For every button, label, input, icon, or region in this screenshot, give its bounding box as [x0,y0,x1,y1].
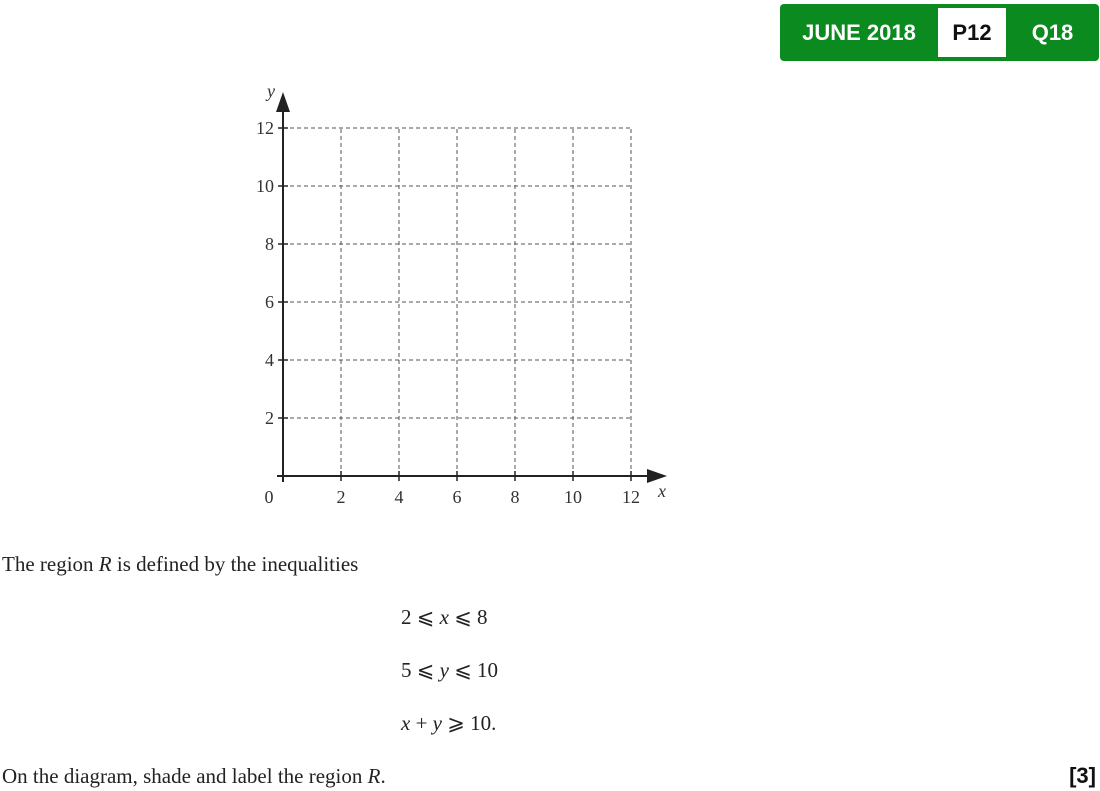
x-tick-label: 12 [622,487,640,507]
inequality-x: 2 ⩽ x ⩽ 8 [401,605,488,629]
badge-question: Q18 [1031,20,1074,45]
y-tick-label: 4 [265,350,274,370]
question-instruction: On the diagram, shade and label the region R. [2,764,386,788]
y-tick-label: 6 [265,292,274,312]
ticks [256,81,666,507]
y-tick-label: 12 [256,118,274,138]
inequality-sum: x + y ⩾ 10. [401,711,497,735]
y-tick-label: 8 [265,234,274,254]
x-tick-label: 4 [394,487,404,507]
x-axis-label: x [658,481,666,501]
y-tick-label: 10 [256,176,274,196]
grid-lines [283,128,631,476]
question-intro: The region R is defined by the inequalities [2,552,359,576]
x-tick-label: 10 [564,487,582,507]
badge-session: JUNE 2018 [802,20,916,45]
y-axis-label: y [267,81,275,101]
x-tick-label: 2 [336,487,346,507]
origin-label: 0 [264,487,274,507]
y-axis-arrow [276,92,290,112]
x-tick-label: 8 [510,487,520,507]
y-tick-label: 2 [265,408,274,428]
marks-label: [3] [1069,763,1096,788]
inequality-y: 5 ⩽ y ⩽ 10 [401,658,499,682]
x-tick-label: 6 [452,487,462,507]
axes [276,92,667,483]
badge-paper: P12 [938,8,1006,57]
